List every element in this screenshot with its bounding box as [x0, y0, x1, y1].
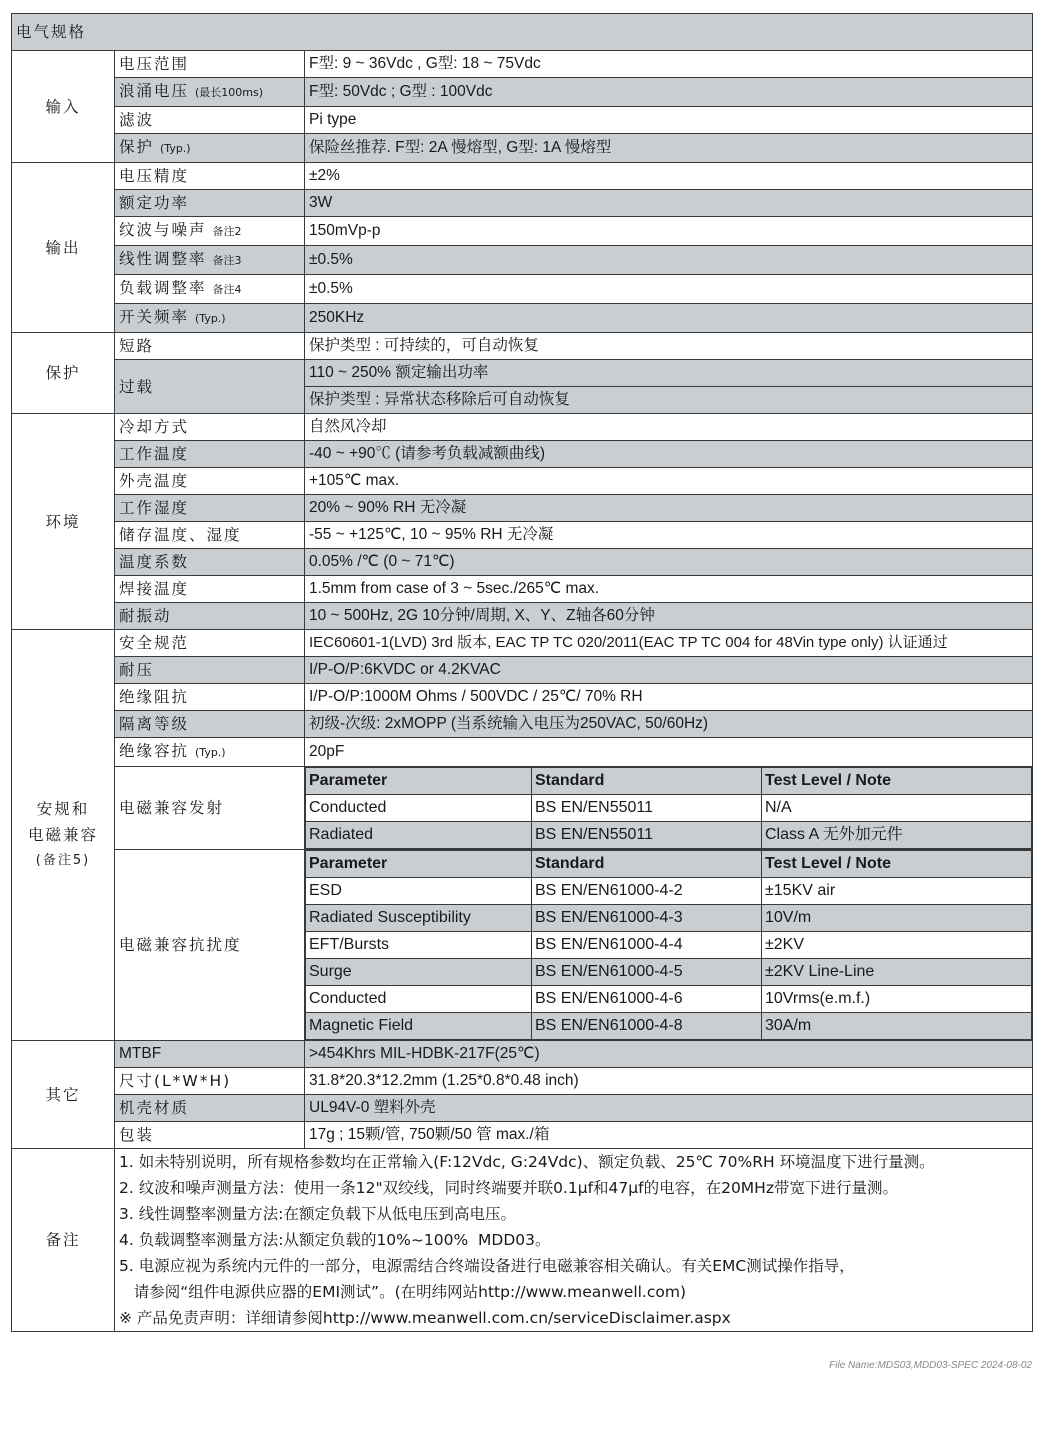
- spec-table: [11, 13, 1033, 1332]
- item-value: ±2%: [305, 163, 1033, 190]
- col-standard: Standard: [532, 768, 762, 795]
- group-remarks: 备注: [12, 1149, 115, 1332]
- item-note: 备注3: [212, 254, 242, 267]
- item-label: 绝缘阻抗: [115, 684, 305, 711]
- item-value: >454Khrs MIL-HDBK-217F(25℃): [305, 1041, 1033, 1068]
- item-value: 保护类型 : 异常状态移除后可自动恢复: [305, 387, 1033, 414]
- remarks-list: [115, 1149, 1033, 1332]
- table-row: Surge BS EN/EN61000-4-5 ±2KV Line-Line: [306, 959, 1032, 986]
- remark-item: 2. 纹波和噪声测量方法：使用一条12"双绞线，同时终端要并联0.1μf和47μf的电容，在20MHz带宽下进行量测。: [119, 1179, 898, 1197]
- item-value: +105℃ max.: [305, 468, 1033, 495]
- item-label: 额定功率: [115, 190, 305, 217]
- item-note: (Typ.): [160, 142, 191, 155]
- remark-item: 请参阅“组件电源供应器的EMI测试”。(在明纬网站http://www.meanwell.com): [119, 1283, 687, 1301]
- item-value: -40 ~ +90℃ (请参考负载减额曲线): [305, 441, 1033, 468]
- table-header-row: [306, 851, 1032, 878]
- item-label: 温度系数: [115, 549, 305, 576]
- item-label: 过载: [115, 360, 305, 414]
- item-label: 电压范围: [115, 51, 305, 78]
- table-row: Conducted BS EN/EN55011 N/A: [306, 795, 1032, 822]
- table-row: Magnetic Field BS EN/EN61000-4-8 30A/m: [306, 1013, 1032, 1040]
- item-value: 初级-次级: 2xMOPP (当系统输入电压为250VAC, 50/60Hz): [305, 711, 1033, 738]
- file-name: File Name:MDS03,MDD03-SPEC 2024-08-02: [829, 1360, 1032, 1371]
- item-label: 储存温度、湿度: [115, 522, 305, 549]
- item-value: ±0.5%: [305, 246, 1033, 275]
- item-label: 耐压: [115, 657, 305, 684]
- item-label: 冷却方式: [115, 414, 305, 441]
- item-label: 耐振动: [115, 603, 305, 630]
- remark-item: 4. 负载调整率测量方法:从额定负载的10%~100% MDD03。: [119, 1231, 551, 1249]
- emission-table-cell: [305, 767, 1033, 850]
- item-value: 17g ; 15颗/管, 750颗/50 管 max./箱: [305, 1122, 1033, 1149]
- table-row: Radiated Susceptibility BS EN/EN61000-4-3 10V/m: [306, 905, 1032, 932]
- item-note: 备注2: [212, 225, 242, 238]
- item-label: MTBF: [115, 1041, 305, 1068]
- remark-item: 1. 如未特别说明，所有规格参数均在正常输入(F:12Vdc, G:24Vdc)、额定负载、25℃ 70%RH 环境温度下进行量测。: [119, 1153, 935, 1171]
- emission-label: 电磁兼容发射: [115, 767, 305, 850]
- item-value: 0.05% /℃ (0 ~ 71℃): [305, 549, 1033, 576]
- item-label: 滤波: [115, 107, 305, 134]
- item-value: 20pF: [305, 738, 1033, 767]
- immunity-table-cell: [305, 850, 1033, 1041]
- table-row: ESD BS EN/EN61000-4-2 ±15KV air: [306, 878, 1032, 905]
- item-label: 短路: [115, 333, 305, 360]
- col-level: Test Level / Note: [762, 768, 1032, 795]
- item-value: 保险丝推荐. F型: 2A 慢熔型, G型: 1A 慢熔型: [305, 134, 1033, 163]
- table-row: EFT/Bursts BS EN/EN61000-4-4 ±2KV: [306, 932, 1032, 959]
- item-label: 浪涌电压 (最长100ms): [115, 78, 305, 107]
- group-input: 输入: [12, 51, 115, 163]
- emission-table: [305, 767, 1032, 849]
- item-label: 焊接温度: [115, 576, 305, 603]
- item-value: 150mVp-p: [305, 217, 1033, 246]
- col-standard: Standard: [532, 851, 762, 878]
- item-value: 20% ~ 90% RH 无冷凝: [305, 495, 1033, 522]
- item-value: 250KHz: [305, 304, 1033, 333]
- item-label: 包装: [115, 1122, 305, 1149]
- table-row: Radiated BS EN/EN55011 Class A 无外加元件: [306, 822, 1032, 849]
- item-label: 电压精度: [115, 163, 305, 190]
- col-level: Test Level / Note: [762, 851, 1032, 878]
- item-note: (Typ.): [195, 746, 226, 759]
- item-value: -55 ~ +125℃, 10 ~ 95% RH 无冷凝: [305, 522, 1033, 549]
- item-label: 纹波与噪声 备注2: [115, 217, 305, 246]
- item-label: 外壳温度: [115, 468, 305, 495]
- item-note: (Typ.): [195, 312, 226, 325]
- item-value: 保护类型 : 可持续的，可自动恢复: [305, 333, 1033, 360]
- item-label: 隔离等级: [115, 711, 305, 738]
- group-protection: 保护: [12, 333, 115, 414]
- item-value: ±0.5%: [305, 275, 1033, 304]
- item-value: I/P-O/P:6KVDC or 4.2KVAC: [305, 657, 1033, 684]
- item-note: 备注4: [212, 283, 242, 296]
- item-label: 绝缘容抗 (Typ.): [115, 738, 305, 767]
- item-value: F型: 50Vdc ; G型 : 100Vdc: [305, 78, 1033, 107]
- remark-item: 5. 电源应视为系统内元件的一部分，电源需结合终端设备进行电磁兼容相关确认。有关EMC测试操作指导，: [119, 1257, 855, 1275]
- item-label: 开关频率 (Typ.): [115, 304, 305, 333]
- item-value: Pi type: [305, 107, 1033, 134]
- item-value: F型: 9 ~ 36Vdc , G型: 18 ~ 75Vdc: [305, 51, 1033, 78]
- item-note: (最长100ms): [195, 86, 264, 99]
- item-label: 线性调整率 备注3: [115, 246, 305, 275]
- sheet-title: 电气规格: [12, 14, 1033, 51]
- remark-item: 3. 线性调整率测量方法:在额定负载下从低电压到高电压。: [119, 1205, 516, 1223]
- group-other: 其它: [12, 1041, 115, 1149]
- group-environment: 环境: [12, 414, 115, 630]
- item-label: 保护 (Typ.): [115, 134, 305, 163]
- table-header-row: [306, 768, 1032, 795]
- item-label: 安全规范: [115, 630, 305, 657]
- item-label: 尺寸(L*W*H): [115, 1068, 305, 1095]
- item-label: 负载调整率 备注4: [115, 275, 305, 304]
- immunity-table: [305, 850, 1032, 1040]
- immunity-label: 电磁兼容抗扰度: [115, 850, 305, 1041]
- item-value: 10 ~ 500Hz, 2G 10分钟/周期, X、Y、Z轴各60分钟: [305, 603, 1033, 630]
- col-parameter: Parameter: [306, 851, 532, 878]
- item-value: 自然风冷却: [305, 414, 1033, 441]
- group-safety-emc: 安规和 电磁兼容 (备注5): [12, 630, 115, 1041]
- item-value: I/P-O/P:1000M Ohms / 500VDC / 25℃/ 70% RH: [305, 684, 1033, 711]
- spec-sheet: [11, 13, 1032, 1332]
- item-value: IEC60601-1(LVD) 3rd 版本, EAC TP TC 020/2011(EAC TP TC 004 for 48Vin type only) 认证通过: [305, 630, 1033, 657]
- item-value: 1.5mm from case of 3 ~ 5sec./265℃ max.: [305, 576, 1033, 603]
- table-row: Conducted BS EN/EN61000-4-6 10Vrms(e.m.f.): [306, 986, 1032, 1013]
- item-label: 机壳材质: [115, 1095, 305, 1122]
- remark-item: ※ 产品免责声明：详细请参阅http://www.meanwell.com.cn/serviceDisclaimer.aspx: [119, 1309, 731, 1327]
- item-value: 3W: [305, 190, 1033, 217]
- item-value: UL94V-0 塑料外壳: [305, 1095, 1033, 1122]
- group-output: 输出: [12, 163, 115, 333]
- item-value: 110 ~ 250% 额定输出功率: [305, 360, 1033, 387]
- col-parameter: Parameter: [306, 768, 532, 795]
- item-value: 31.8*20.3*12.2mm (1.25*0.8*0.48 inch): [305, 1068, 1033, 1095]
- item-label: 工作湿度: [115, 495, 305, 522]
- item-label: 工作温度: [115, 441, 305, 468]
